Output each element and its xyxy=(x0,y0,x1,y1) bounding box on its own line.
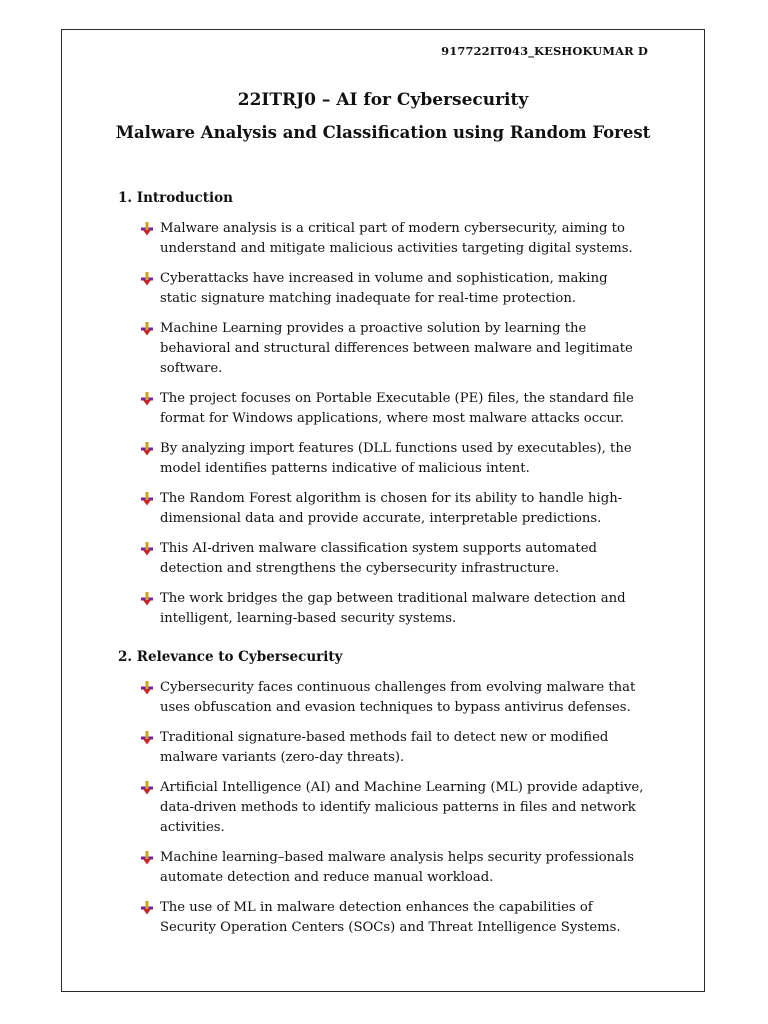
student-id-header: 917722IT043_KESHOKUMAR D xyxy=(441,44,648,58)
list-item-text: Machine Learning provides a proactive solution by learning the behavioral and structural differences between malware and legitimate software. xyxy=(160,321,633,376)
section-introduction xyxy=(118,189,648,639)
list-item xyxy=(160,589,648,629)
bullet-arrow-icon xyxy=(140,492,154,506)
list-item xyxy=(160,778,648,838)
list-item xyxy=(160,848,648,888)
title-block xyxy=(62,88,704,145)
list-item xyxy=(160,439,648,479)
bullet-arrow-icon xyxy=(140,222,154,236)
list-item xyxy=(160,539,648,579)
project-title: Malware Analysis and Classification using Random Forest xyxy=(115,123,651,142)
bullet-arrow-icon xyxy=(140,731,154,745)
list-item-text: The use of ML in malware detection enhances the capabilities of Security Operation Centers (SOCs) and Threat Intelligence Systems. xyxy=(160,900,621,935)
list-item xyxy=(160,389,648,429)
bullet-arrow-icon xyxy=(140,392,154,406)
bullet-arrow-icon xyxy=(140,322,154,336)
bullet-arrow-icon xyxy=(140,901,154,915)
list-item-text: The project focuses on Portable Executable (PE) files, the standard file format for Windows applications, where most malware attacks occur. xyxy=(160,391,634,426)
bullet-arrow-icon xyxy=(140,851,154,865)
section-relevance xyxy=(118,648,648,948)
list-item xyxy=(160,319,648,379)
list-item-text: Malware analysis is a critical part of modern cybersecurity, aiming to understand and mitigate malicious activities targeting digital systems. xyxy=(160,221,633,256)
list-item-text: By analyzing import features (DLL functions used by executables), the model identifies patterns indicative of malicious intent. xyxy=(160,441,632,476)
list-item-text: Machine learning–based malware analysis helps security professionals automate detection and reduce manual workload. xyxy=(160,850,634,885)
list-item xyxy=(160,898,648,938)
course-title: 22ITRJ0 – AI for Cybersecurity xyxy=(237,90,529,110)
list-item xyxy=(160,728,648,768)
list-item-text: The work bridges the gap between traditional malware detection and intelligent, learning-based security systems. xyxy=(160,591,626,626)
list-item-text: Traditional signature-based methods fail to detect new or modified malware variants (zero-day threats). xyxy=(160,730,609,765)
section-heading: 2. Relevance to Cybersecurity xyxy=(118,649,343,665)
bullet-arrow-icon xyxy=(140,681,154,695)
page-frame xyxy=(61,29,705,992)
bullet-arrow-icon xyxy=(140,272,154,286)
list-item-text: Cybersecurity faces continuous challenges from evolving malware that uses obfuscation and evasion techniques to bypass antivirus defenses. xyxy=(160,680,636,715)
bullet-arrow-icon xyxy=(140,542,154,556)
section-heading: 1. Introduction xyxy=(118,190,233,206)
list-item xyxy=(160,269,648,309)
bullet-arrow-icon xyxy=(140,592,154,606)
bullet-arrow-icon xyxy=(140,781,154,795)
bullet-arrow-icon xyxy=(140,442,154,456)
list-item xyxy=(160,678,648,718)
bullet-list xyxy=(118,678,648,938)
list-item-text: Artificial Intelligence (AI) and Machine Learning (ML) provide adaptive, data-driven methods to identify malicious patterns in files and network activities. xyxy=(160,780,644,835)
list-item-text: The Random Forest algorithm is chosen for its ability to handle high-dimensional data and provide accurate, interpretable predictions. xyxy=(160,491,623,526)
bullet-list xyxy=(118,219,648,629)
list-item-text: This AI-driven malware classification system supports automated detection and strengthens the cybersecurity infrastructure. xyxy=(160,541,597,576)
list-item xyxy=(160,489,648,529)
list-item-text: Cyberattacks have increased in volume and sophistication, making static signature matching inadequate for real-time protection. xyxy=(160,271,608,306)
list-item xyxy=(160,219,648,259)
